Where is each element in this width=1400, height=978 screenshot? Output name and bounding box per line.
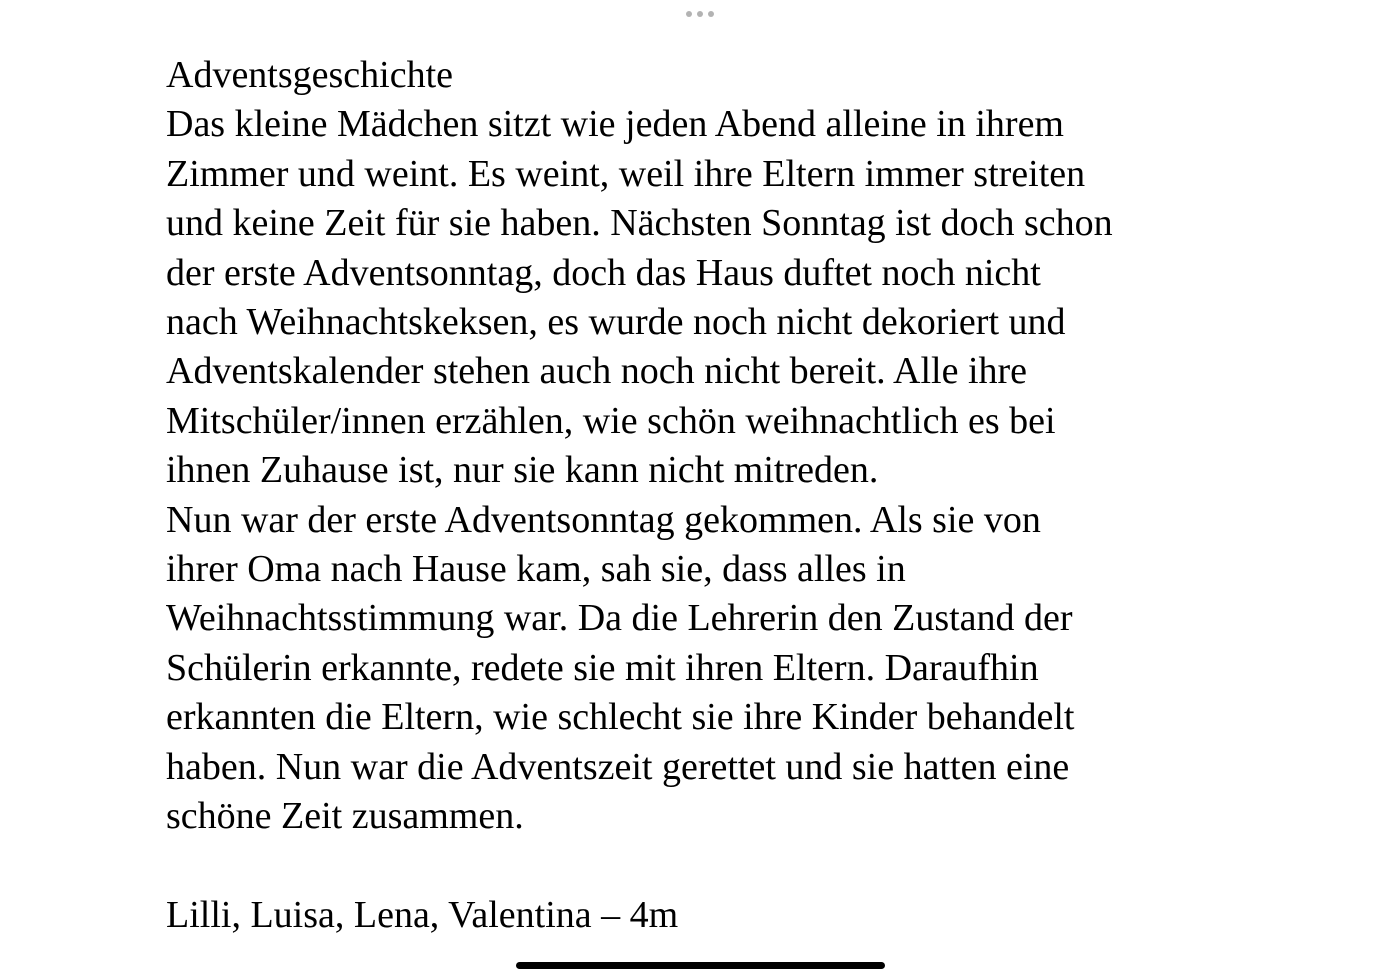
text-line: Adventskalender stehen auch noch nicht bereit. Alle ihre [166, 350, 1028, 393]
text-line: ihrer Oma nach Hause kam, sah sie, dass alles in [166, 548, 906, 591]
text-line: Nun war der erste Adventsonntag gekommen. Als sie von [166, 498, 1041, 541]
more-dots-icon[interactable] [686, 8, 714, 20]
text-line: schöne Zeit zusammen. [166, 795, 524, 838]
text-line: haben. Nun war die Adventszeit gerettet und sie hatten eine [166, 745, 1070, 788]
text-line: und keine Zeit für sie haben. Nächsten Sonntag ist doch schon [166, 202, 1113, 245]
text-line: der erste Adventsonntag, doch das Haus duftet noch nicht [166, 251, 1041, 294]
document-body [166, 51, 1266, 940]
text-line: Weihnachtsstimmung war. Da die Lehrerin den Zustand der [166, 597, 1073, 640]
text-line: ihnen Zuhause ist, nur sie kann nicht mitreden. [166, 449, 879, 492]
dot [686, 11, 692, 17]
text-line: Mitschüler/innen erzählen, wie schön weihnachtlich es bei [166, 399, 1056, 442]
home-indicator[interactable] [516, 962, 885, 969]
signature: Lilli, Luisa, Lena, Valentina – 4m [166, 893, 679, 936]
dot [708, 11, 714, 17]
text-line: Zimmer und weint. Es weint, weil ihre Eltern immer streiten [166, 152, 1086, 195]
text-line: nach Weihnachtskeksen, es wurde noch nicht dekoriert und [166, 301, 1066, 344]
dot [697, 11, 703, 17]
document-title: Adventsgeschichte [166, 54, 454, 96]
text-line: erkannten die Eltern, wie schlecht sie ihre Kinder behandelt [166, 696, 1075, 739]
text-line: Das kleine Mädchen sitzt wie jeden Abend alleine in ihrem [166, 103, 1064, 146]
blank-line [166, 842, 1266, 891]
text-line: Schülerin erkannte, redete sie mit ihren Eltern. Daraufhin [166, 646, 1039, 689]
